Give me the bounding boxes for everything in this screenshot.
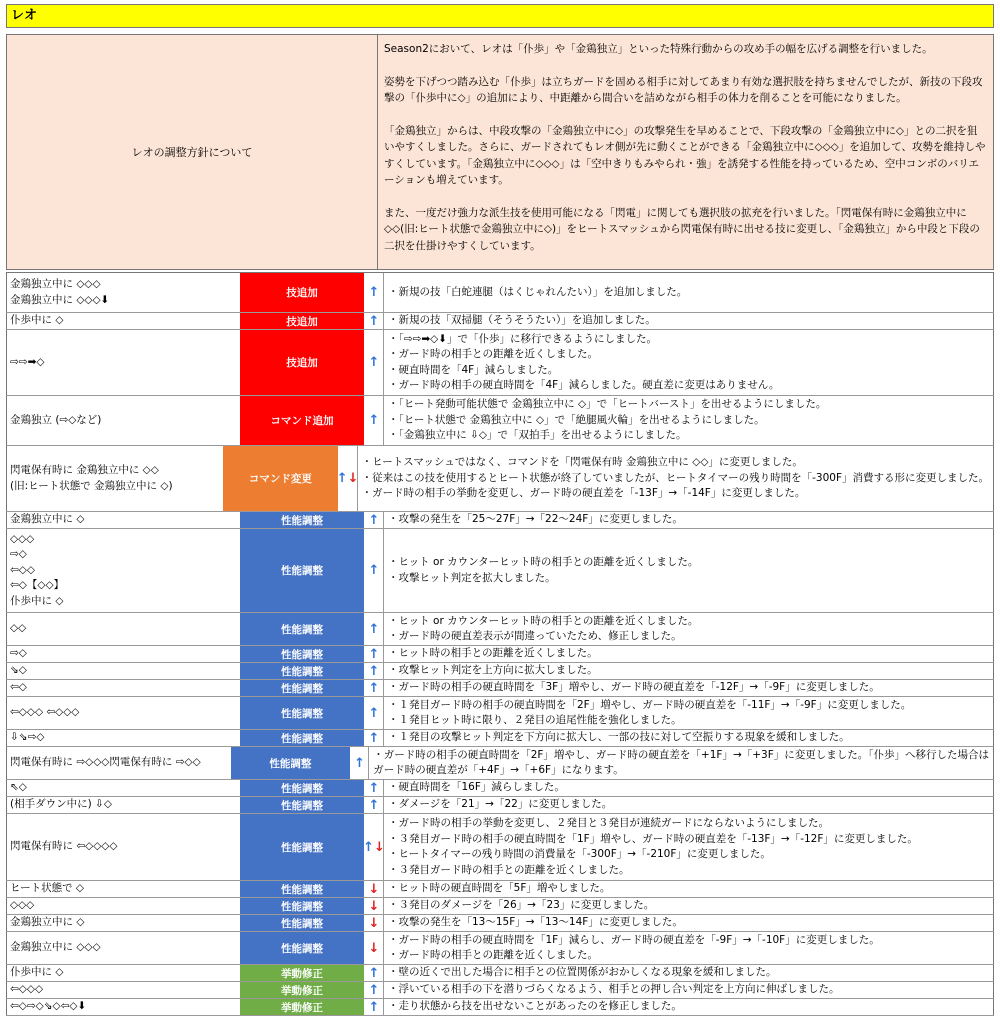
move-command: ◇◇◇: [10, 532, 35, 545]
direction-arrow: ↑: [368, 965, 380, 981]
change-description: ・「金鶏独立中に ⇩◇」で「双拍手」を出せるようにしました。: [388, 429, 687, 442]
change-description: ・新規の技「双掃腿（そうそうたい）」を追加しました。: [388, 314, 656, 327]
change-description-cell: [383, 932, 994, 964]
policy-paragraph: Season2において、レオは「仆歩」や「金鶏独立」といった特殊行動からの攻め手の幅を広げる調整を行いました。: [384, 43, 933, 55]
category-badge: 性能調整: [239, 915, 365, 931]
change-description: ・ガード時の硬直差表示が間違っていたため、修正しました。: [388, 630, 682, 642]
move-command-cell: [6, 663, 239, 679]
change-description-cell: [383, 663, 994, 679]
change-description-cell: [383, 273, 994, 312]
move-command: 仆歩中に ◇: [10, 594, 64, 607]
category-badge: 性能調整: [239, 646, 365, 662]
direction-arrow: ↑: [368, 982, 380, 998]
change-description: ・ガード時の相手との距離を近くしました。: [388, 348, 598, 360]
table-row: [6, 999, 994, 1016]
change-description: ・ヒット時の相手との距離を近くしました。: [388, 647, 598, 660]
policy-text: [378, 35, 993, 269]
table-row: [6, 396, 994, 446]
table-row: [6, 663, 994, 680]
change-description: ・攻撃の発生を「25～27F」→「22～24F」に変更しました。: [388, 513, 683, 526]
change-description: ・新規の技「白蛇連腿（はくじゃれんたい）」を追加しました。: [388, 285, 688, 298]
category-badge: 技追加: [239, 313, 365, 329]
table-row: [6, 313, 994, 330]
change-description-cell: [383, 881, 994, 897]
direction-arrow: ↑: [368, 999, 380, 1015]
table-row: [6, 730, 994, 747]
change-description: ・攻撃ヒット判定を上方向に拡大しました。: [388, 664, 598, 677]
table-row: [6, 915, 994, 932]
move-command: ◇◇: [10, 622, 27, 635]
change-description-cell: [383, 529, 994, 612]
direction-arrow: ↑: [368, 413, 380, 428]
direction-arrow: ↑: [368, 680, 380, 696]
move-command-cell: [6, 273, 239, 312]
move-command: 金鶏独立 (⇨◇など): [10, 413, 102, 426]
change-description: ・硬直時間を「16F」減らしました。: [388, 781, 565, 794]
category-badge: 性能調整: [239, 730, 365, 746]
table-row: [6, 330, 994, 396]
category-badge: 性能調整: [239, 613, 365, 645]
change-description: ・１発目ヒット時に限り、２発目の追尾性能を強化しました。: [388, 714, 682, 726]
move-command-cell: [6, 982, 239, 998]
move-command: 金鶏独立中に ◇: [10, 916, 85, 929]
move-command: (相手ダウン中に) ⇩◇: [10, 798, 112, 811]
move-command: ◇◇◇: [10, 899, 35, 912]
table-row: [6, 646, 994, 663]
move-command-cell: [6, 313, 239, 329]
change-description-cell: [383, 898, 994, 914]
move-command-cell: [6, 512, 239, 528]
change-description: ・浮いている相手の下を潜りづらくなるよう、相手との押し合い判定を上方向に伸ばしました。: [388, 983, 840, 996]
change-description-cell: [383, 313, 994, 329]
change-description-cell: [383, 965, 994, 981]
direction-arrow: ↑: [368, 313, 380, 329]
move-command-cell: [6, 446, 222, 511]
table-row: [6, 613, 994, 646]
change-description-cell: [383, 915, 994, 931]
direction-arrow: ↑: [368, 621, 380, 637]
policy-label: レオの調整方針について: [7, 35, 378, 269]
move-command: 閃電保有時に ⇨◇◇◇閃電保有時に ⇨◇◇: [10, 756, 201, 769]
move-command: ⇦◇◇: [10, 563, 35, 576]
up-arrow-icon: ↑: [363, 839, 374, 855]
change-description-cell: [383, 680, 994, 696]
change-description-cell: [383, 797, 994, 813]
direction-arrow: ↑: [368, 355, 380, 370]
category-badge: 性能調整: [239, 697, 365, 729]
category-badge: 性能調整: [239, 680, 365, 696]
category-badge: 性能調整: [239, 780, 365, 796]
change-description-cell: [383, 613, 994, 645]
change-description: ・ガード時の相手の硬直時間を「3F」増やし、ガード時の硬直差を「-12F」→「-9F」に変更しました。: [388, 681, 880, 694]
table-row: [6, 982, 994, 999]
change-description: ・ガード時の相手の硬直時間を「2F」増やし、ガード時の硬直差を「+1F」→「+3F」に変更しました。「仆歩」へ移行した場合は: [373, 748, 990, 761]
change-description: ・従来はこの技を使用するとヒート状態が終了していましたが、ヒートタイマーの残り時間を「-300F」消費する形に変更しました。: [361, 471, 989, 484]
change-description: ・「ヒート状態で 金鶏独立中に ◇」で「絶腿風火輪」を出せるようにしました。: [388, 413, 765, 426]
move-command-cell: [6, 613, 239, 645]
change-description: ・３発目ガード時の相手との距離を近くしました。: [388, 863, 630, 876]
change-description: ・「⇨⇨➡◇⬇」で「仆歩」に移行できるようにしました。: [388, 332, 658, 345]
move-command: ⇦◇◇◇ ⇦◇◇◇: [10, 706, 80, 719]
move-command-cell: [6, 932, 239, 964]
change-description-cell: [383, 730, 994, 746]
move-command-cell: [6, 898, 239, 914]
change-description: ・「ヒート発動可能状態で 金鶏独立中に ◇」で「ヒートバースト」を出せるようにしました。: [388, 398, 827, 411]
table-row: [6, 797, 994, 814]
category-badge: 技追加: [239, 330, 365, 395]
move-command: 金鶏独立中に ◇◇◇: [10, 941, 101, 954]
change-description-cell: [383, 814, 994, 880]
category-badge: 性能調整: [239, 932, 365, 964]
table-row: [6, 697, 994, 730]
changes-table: [6, 272, 994, 1016]
direction-arrow: ↑: [368, 646, 380, 662]
move-command: ヒート状態で ◇: [10, 882, 84, 895]
category-badge: 性能調整: [230, 747, 351, 779]
category-badge: コマンド変更: [222, 446, 339, 511]
move-command-cell: [6, 730, 239, 746]
move-command-cell: [6, 999, 239, 1015]
down-arrow-icon: ↓: [374, 839, 385, 855]
move-command-cell: [6, 881, 239, 897]
move-command-cell: [6, 747, 230, 779]
table-row: [6, 747, 994, 780]
table-row: [6, 680, 994, 697]
category-badge: コマンド追加: [239, 396, 365, 445]
move-command-cell: [6, 814, 239, 880]
table-row: [6, 512, 994, 529]
move-command-cell: [6, 797, 239, 813]
adjustment-policy-section: [6, 34, 994, 270]
change-description-cell: [368, 747, 994, 779]
table-row: [6, 814, 994, 881]
change-description-cell: [383, 780, 994, 796]
direction-arrow: ↑: [368, 663, 380, 679]
change-description: ・ヒット時の硬直時間を「5F」増やしました。: [388, 882, 611, 895]
move-command: ⇨◇: [10, 548, 27, 561]
change-description: ・ヒット or カウンターヒット時の相手との距離を近くしました。: [388, 614, 699, 627]
change-description-cell: [383, 512, 994, 528]
direction-arrow: ↑: [354, 755, 366, 771]
move-command: ⇦◇⇨◇⇘◇⇦◇⬇: [10, 1000, 87, 1013]
change-description: ・壁の近くで出した場合に相手との位置関係がおかしくなる現象を緩和しました。: [388, 966, 777, 979]
table-row: [6, 446, 994, 512]
change-description-cell: [383, 330, 994, 395]
move-command-cell: [6, 680, 239, 696]
change-description: ・攻撃ヒット判定を拡大しました。: [388, 571, 556, 584]
change-description-cell: [383, 999, 994, 1015]
move-command: 閃電保有時に 金鶏独立中に ◇◇: [10, 464, 159, 476]
change-description: ・ヒートスマッシュではなく、コマンドを「閃電保有時 金鶏独立中に ◇◇」に変更しました。: [361, 456, 803, 469]
category-badge: 性能調整: [239, 881, 365, 897]
move-command: 金鶏独立中に ◇◇◇: [10, 278, 101, 290]
change-description: ・ガード時の相手の挙動を変更し、２発目と３発目が連続ガードにならないようにしました。: [388, 817, 829, 829]
category-badge: 性能調整: [239, 898, 365, 914]
change-description: ・ガード時の相手の挙動を変更し、ガード時の硬直差を「-13F」→「-14F」に変更しました。: [361, 487, 806, 500]
category-badge: 挙動修正: [239, 982, 365, 998]
change-description: ・３発目ガード時の相手の硬直時間を「1F」増やし、ガード時の硬直差を「-13F」→「-12F」に変更しました。: [388, 832, 918, 845]
move-command: ⇘◇: [10, 664, 27, 677]
change-description: ・ダメージを「21」→「22」に変更しました。: [388, 798, 613, 811]
change-description-cell: [383, 646, 994, 662]
category-badge: 挙動修正: [239, 965, 365, 981]
direction-arrow: [336, 446, 359, 511]
category-badge: 性能調整: [239, 529, 365, 612]
change-description: ・走り状態から技を出せないことがあったのを修正しました。: [388, 1000, 682, 1013]
move-command-cell: [6, 529, 239, 612]
table-row: [6, 965, 994, 982]
down-arrow-icon: ↓: [347, 471, 359, 486]
change-description: ・攻撃の発生を「13～15F」→「13～14F」に変更しました。: [388, 916, 683, 929]
direction-arrow: ↑: [368, 705, 380, 721]
change-description-cell: [383, 982, 994, 998]
change-description-cell: [357, 446, 994, 511]
table-row: [6, 273, 994, 313]
change-description: ・ガード時の相手との距離を近くしました。: [388, 949, 598, 961]
move-command: ⇖◇: [10, 781, 27, 794]
category-badge: 挙動修正: [239, 999, 365, 1015]
category-badge: 性能調整: [239, 797, 365, 813]
up-arrow-icon: ↑: [336, 471, 348, 486]
change-description: ・ヒートタイマーの残り時間の消費量を「-300F」→「-210F」に変更しました。: [388, 848, 771, 860]
category-badge: 性能調整: [239, 814, 365, 880]
move-command: ⇦◇: [10, 681, 27, 694]
change-description: ・３発目のダメージを「26」→「23」に変更しました。: [388, 899, 655, 912]
category-badge: 性能調整: [239, 512, 365, 528]
direction-arrow: ↑: [368, 730, 380, 746]
category-badge: 技追加: [239, 273, 365, 312]
move-command: (旧:ヒート状態で 金鶏独立中に ◇): [10, 479, 173, 492]
direction-arrow: ↑: [368, 780, 380, 796]
direction-arrow: ↑: [368, 797, 380, 813]
change-description: ガード時の硬直差が「+4F」→「+6F」になります。: [373, 764, 624, 776]
move-command-cell: [6, 330, 239, 395]
table-row: [6, 898, 994, 915]
move-command: ⇨◇: [10, 647, 27, 660]
direction-arrow: ↓: [368, 881, 380, 897]
policy-paragraph: また、一度だけ強力な派生技を使用可能になる「閃電」に関しても選択肢の拡充を行いました。「閃電保有時に金鶏独立中に◇◇(旧:ヒート状態で金鶏独立中に◇)」をヒートスマッシュから閃電保有時に出せる技に変更し、「金鶏独立」から中段と下段の二択を仕掛けやすくしています。: [384, 206, 980, 252]
move-command: ⇦◇【◇◇】: [10, 579, 65, 592]
direction-arrow: ↓: [368, 898, 380, 914]
change-description: ・ヒット or カウンターヒット時の相手との距離を近くしました。: [388, 556, 699, 568]
table-row: [6, 780, 994, 797]
change-description: ・ガード時の相手の硬直時間を「1F」減らし、ガード時の硬直差を「-9F」→「-10F」に変更しました。: [388, 933, 880, 946]
policy-paragraph: 「金鶏独立」からは、中段攻撃の「金鶏独立中に◇」の攻撃発生を早めることで、下段攻撃の「金鶏独立中に◇」との二択を狙いやすくしました。さらに、ガードされてもレオ側が先に動くことができる「金鶏独立中に◇◇◇」を追加して、攻勢を維持しやすくしています。「金鶏独立中に◇◇◇」は「空中きりもみやられ・強」を誘発する性能を持っているため、空中コンボのバリエーションも増えています。: [384, 124, 986, 186]
move-command: ⇦◇◇◇: [10, 983, 44, 996]
move-command: 仆歩中に ◇: [10, 966, 64, 979]
move-command: 金鶏独立中に ◇◇◇⬇: [10, 293, 110, 306]
change-description: ・ガード時の相手の硬直時間を「4F」減らしました。硬直差に変更はありません。: [388, 379, 780, 391]
move-command: 仆歩中に ◇: [10, 314, 64, 327]
table-row: [6, 529, 994, 613]
change-description: ・１発目の攻撃ヒット判定を下方向に拡大し、一部の技に対して空振りする現象を緩和しました。: [388, 731, 850, 744]
change-description: ・１発目ガード時の相手の硬直時間を「2F」増やし、ガード時の硬直差を「-11F」→「-9F」に変更しました。: [388, 698, 912, 711]
change-description: ・硬直時間を「4F」減らしました。: [388, 363, 559, 376]
direction-arrow: ↑: [368, 285, 380, 300]
table-row: [6, 881, 994, 898]
move-command-cell: [6, 915, 239, 931]
category-badge: 性能調整: [239, 663, 365, 679]
move-command-cell: [6, 396, 239, 445]
move-command-cell: [6, 965, 239, 981]
move-command: 閃電保有時に ⇦◇◇◇◇: [10, 840, 118, 853]
direction-arrow: ↑: [368, 563, 380, 578]
move-command: ⇩⇘⇨◇: [10, 731, 45, 744]
move-command-cell: [6, 697, 239, 729]
move-command-cell: [6, 780, 239, 796]
change-description-cell: [383, 697, 994, 729]
direction-arrow: ↓: [368, 915, 380, 931]
policy-paragraph: 姿勢を下げつつ踏み込む「仆歩」は立ちガードを固める相手に対してあまり有効な選択肢を持ちませんでしたが、新技の下段攻撃の「仆歩中に◇」の追加により、中距離から間合いを詰めながら相手の体力を削ることを可能になりました。: [384, 75, 983, 104]
move-command: 金鶏独立中に ◇: [10, 513, 85, 526]
direction-arrow: [365, 814, 383, 880]
move-command: ⇨⇨➡◇: [10, 355, 45, 368]
move-command-cell: [6, 646, 239, 662]
direction-arrow: ↑: [368, 512, 380, 528]
change-description-cell: [383, 396, 994, 445]
direction-arrow: ↓: [368, 940, 380, 956]
table-row: [6, 932, 994, 965]
character-title: レオ: [6, 4, 994, 28]
